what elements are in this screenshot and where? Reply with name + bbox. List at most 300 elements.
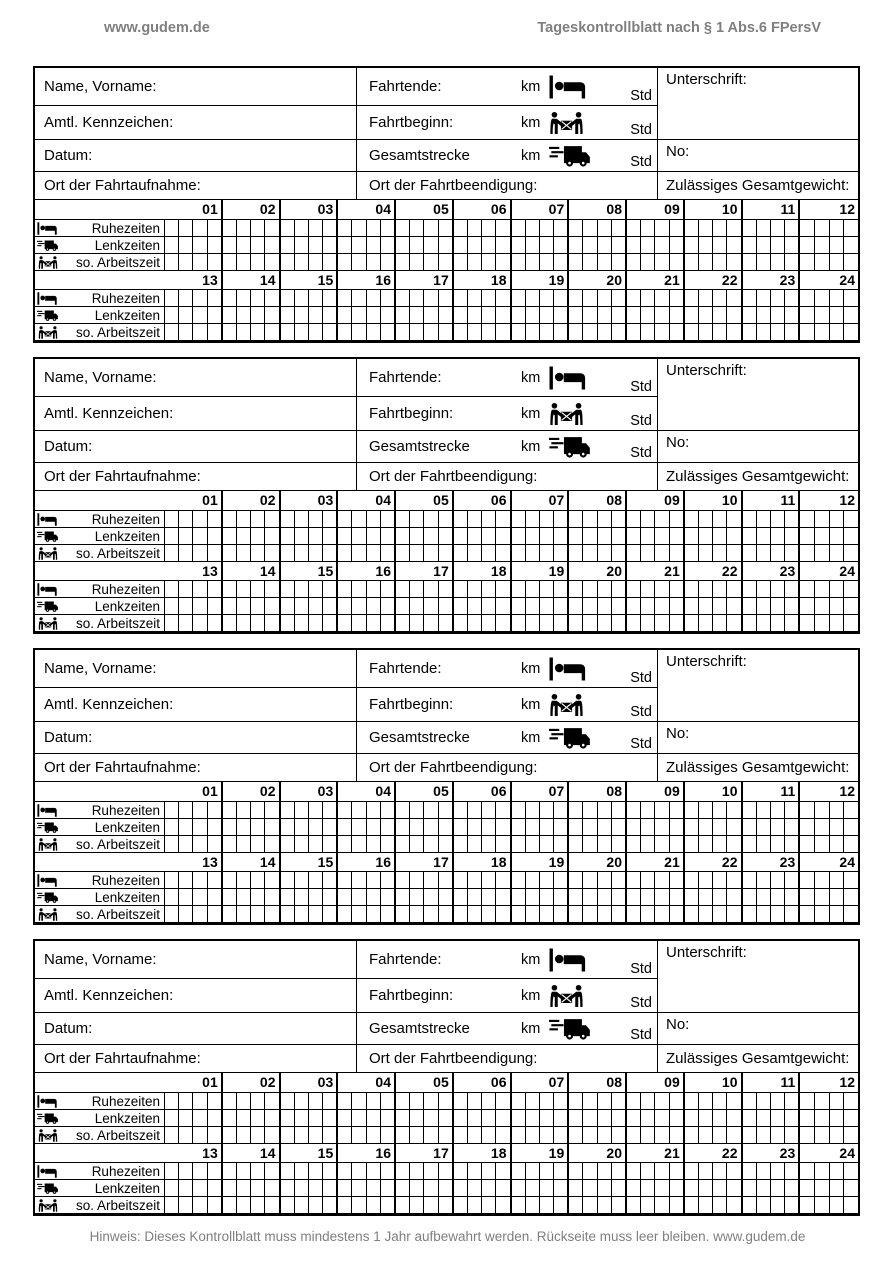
- quarter-hour-cell[interactable]: [627, 290, 641, 306]
- quarter-hour-cell[interactable]: [757, 836, 771, 852]
- quarter-hour-cell[interactable]: [179, 237, 193, 253]
- quarter-hour-cell[interactable]: [670, 598, 683, 614]
- quarter-hour-cell[interactable]: [237, 802, 251, 818]
- quarter-hour-cell[interactable]: [323, 290, 336, 306]
- quarter-hour-cell[interactable]: [482, 906, 496, 922]
- quarter-hour-cell[interactable]: [540, 1110, 554, 1126]
- quarter-hour-cell[interactable]: [540, 1180, 554, 1196]
- quarter-hour-cell[interactable]: [844, 324, 858, 340]
- quarter-hour-cell[interactable]: [757, 1093, 771, 1109]
- quarter-hour-cell[interactable]: [381, 581, 394, 597]
- quarter-hour-cell[interactable]: [655, 511, 669, 527]
- quarter-hour-cell[interactable]: [381, 290, 394, 306]
- quarter-hour-cell[interactable]: [165, 220, 179, 236]
- quarter-hour-cell[interactable]: [540, 802, 554, 818]
- quarter-hour-cell[interactable]: [830, 1197, 845, 1213]
- quarter-hour-cell[interactable]: [512, 1163, 526, 1179]
- quarter-hour-cell[interactable]: [598, 545, 612, 561]
- quarter-hour-cell[interactable]: [540, 545, 554, 561]
- quarter-hour-cell[interactable]: [338, 802, 352, 818]
- quarter-hour-cell[interactable]: [410, 237, 424, 253]
- quarter-hour-cell[interactable]: [454, 254, 468, 270]
- quarter-hour-cell[interactable]: [193, 290, 207, 306]
- quarter-hour-cell[interactable]: [281, 889, 295, 905]
- quarter-hour-cell[interactable]: [699, 906, 713, 922]
- quarter-hour-cell[interactable]: [208, 290, 221, 306]
- quarter-hour-cell[interactable]: [496, 1093, 509, 1109]
- quarter-hour-cell[interactable]: [612, 528, 625, 544]
- quarter-hour-cell[interactable]: [454, 307, 468, 323]
- quarter-hour-cell[interactable]: [757, 615, 771, 631]
- quarter-hour-cell[interactable]: [713, 324, 727, 340]
- quarter-hour-cell[interactable]: [526, 819, 540, 835]
- quarter-hour-cell[interactable]: [424, 836, 438, 852]
- quarter-hour-cell[interactable]: [165, 1093, 179, 1109]
- quarter-hour-cell[interactable]: [713, 220, 727, 236]
- quarter-hour-cell[interactable]: [381, 528, 394, 544]
- quarter-hour-cell[interactable]: [612, 307, 625, 323]
- quarter-hour-cell[interactable]: [223, 511, 237, 527]
- quarter-hour-cell[interactable]: [338, 836, 352, 852]
- quarter-hour-cell[interactable]: [583, 1197, 597, 1213]
- quarter-hour-cell[interactable]: [295, 290, 309, 306]
- quarter-hour-cell[interactable]: [381, 819, 394, 835]
- quarter-hour-cell[interactable]: [323, 581, 336, 597]
- quarter-hour-cell[interactable]: [468, 254, 482, 270]
- quarter-hour-cell[interactable]: [352, 802, 366, 818]
- quarter-hour-cell[interactable]: [800, 1093, 815, 1109]
- quarter-hour-cell[interactable]: [323, 237, 336, 253]
- quarter-hour-cell[interactable]: [757, 802, 771, 818]
- quarter-hour-cell[interactable]: [468, 802, 482, 818]
- quarter-hour-cell[interactable]: [323, 545, 336, 561]
- quarter-hour-cell[interactable]: [208, 545, 221, 561]
- quarter-hour-cell[interactable]: [281, 545, 295, 561]
- quarter-hour-cell[interactable]: [627, 802, 641, 818]
- quarter-hour-cell[interactable]: [670, 872, 683, 888]
- quarter-hour-cell[interactable]: [757, 906, 771, 922]
- quarter-hour-cell[interactable]: [424, 1197, 438, 1213]
- quarter-hour-cell[interactable]: [381, 307, 394, 323]
- quarter-hour-cell[interactable]: [193, 872, 207, 888]
- quarter-hour-cell[interactable]: [844, 1110, 858, 1126]
- quarter-hour-cell[interactable]: [208, 1110, 221, 1126]
- quarter-hour-cell[interactable]: [237, 872, 251, 888]
- quarter-hour-cell[interactable]: [540, 528, 554, 544]
- quarter-hour-cell[interactable]: [223, 254, 237, 270]
- quarter-hour-cell[interactable]: [569, 290, 583, 306]
- quarter-hour-cell[interactable]: [526, 254, 540, 270]
- quarter-hour-cell[interactable]: [554, 581, 567, 597]
- quarter-hour-cell[interactable]: [338, 1127, 352, 1143]
- quarter-hour-cell[interactable]: [323, 889, 336, 905]
- quarter-hour-cell[interactable]: [468, 1163, 482, 1179]
- quarter-hour-cell[interactable]: [309, 906, 323, 922]
- quarter-hour-cell[interactable]: [193, 819, 207, 835]
- quarter-hour-cell[interactable]: [281, 906, 295, 922]
- quarter-hour-cell[interactable]: [699, 802, 713, 818]
- quarter-hour-cell[interactable]: [193, 307, 207, 323]
- quarter-hour-cell[interactable]: [295, 802, 309, 818]
- quarter-hour-cell[interactable]: [410, 819, 424, 835]
- quarter-hour-cell[interactable]: [757, 545, 771, 561]
- quarter-hour-cell[interactable]: [367, 598, 381, 614]
- quarter-hour-cell[interactable]: [265, 1127, 278, 1143]
- quarter-hour-cell[interactable]: [785, 615, 798, 631]
- quarter-hour-cell[interactable]: [685, 819, 699, 835]
- quarter-hour-cell[interactable]: [830, 511, 845, 527]
- quarter-hour-cell[interactable]: [265, 802, 278, 818]
- quarter-hour-cell[interactable]: [569, 220, 583, 236]
- quarter-hour-cell[interactable]: [338, 1163, 352, 1179]
- quarter-hour-cell[interactable]: [179, 545, 193, 561]
- quarter-hour-cell[interactable]: [612, 836, 625, 852]
- quarter-hour-cell[interactable]: [670, 545, 683, 561]
- quarter-hour-cell[interactable]: [727, 528, 740, 544]
- quarter-hour-cell[interactable]: [771, 511, 785, 527]
- quarter-hour-cell[interactable]: [179, 290, 193, 306]
- quarter-hour-cell[interactable]: [526, 889, 540, 905]
- quarter-hour-cell[interactable]: [699, 889, 713, 905]
- quarter-hour-cell[interactable]: [309, 528, 323, 544]
- quarter-hour-cell[interactable]: [554, 889, 567, 905]
- quarter-hour-cell[interactable]: [670, 819, 683, 835]
- quarter-hour-cell[interactable]: [179, 1197, 193, 1213]
- quarter-hour-cell[interactable]: [309, 836, 323, 852]
- quarter-hour-cell[interactable]: [410, 307, 424, 323]
- quarter-hour-cell[interactable]: [540, 1093, 554, 1109]
- quarter-hour-cell[interactable]: [641, 1093, 655, 1109]
- quarter-hour-cell[interactable]: [512, 324, 526, 340]
- quarter-hour-cell[interactable]: [424, 802, 438, 818]
- quarter-hour-cell[interactable]: [569, 1110, 583, 1126]
- quarter-hour-cell[interactable]: [396, 581, 410, 597]
- quarter-hour-cell[interactable]: [844, 511, 858, 527]
- quarter-hour-cell[interactable]: [844, 237, 858, 253]
- quarter-hour-cell[interactable]: [295, 1163, 309, 1179]
- quarter-hour-cell[interactable]: [757, 1110, 771, 1126]
- quarter-hour-cell[interactable]: [367, 581, 381, 597]
- quarter-hour-cell[interactable]: [554, 802, 567, 818]
- quarter-hour-cell[interactable]: [699, 872, 713, 888]
- quarter-hour-cell[interactable]: [612, 1127, 625, 1143]
- quarter-hour-cell[interactable]: [844, 802, 858, 818]
- quarter-hour-cell[interactable]: [482, 545, 496, 561]
- quarter-hour-cell[interactable]: [281, 872, 295, 888]
- quarter-hour-cell[interactable]: [713, 889, 727, 905]
- quarter-hour-cell[interactable]: [281, 1197, 295, 1213]
- quarter-hour-cell[interactable]: [468, 906, 482, 922]
- quarter-hour-cell[interactable]: [496, 802, 509, 818]
- quarter-hour-cell[interactable]: [454, 581, 468, 597]
- quarter-hour-cell[interactable]: [757, 819, 771, 835]
- quarter-hour-cell[interactable]: [367, 889, 381, 905]
- quarter-hour-cell[interactable]: [583, 1163, 597, 1179]
- quarter-hour-cell[interactable]: [496, 872, 509, 888]
- quarter-hour-cell[interactable]: [410, 290, 424, 306]
- quarter-hour-cell[interactable]: [627, 819, 641, 835]
- quarter-hour-cell[interactable]: [685, 889, 699, 905]
- quarter-hour-cell[interactable]: [309, 1163, 323, 1179]
- quarter-hour-cell[interactable]: [454, 889, 468, 905]
- quarter-hour-cell[interactable]: [512, 307, 526, 323]
- quarter-hour-cell[interactable]: [454, 1093, 468, 1109]
- quarter-hour-cell[interactable]: [815, 1093, 830, 1109]
- quarter-hour-cell[interactable]: [757, 254, 771, 270]
- quarter-hour-cell[interactable]: [815, 802, 830, 818]
- quarter-hour-cell[interactable]: [785, 836, 798, 852]
- quarter-hour-cell[interactable]: [526, 802, 540, 818]
- quarter-hour-cell[interactable]: [496, 545, 509, 561]
- quarter-hour-cell[interactable]: [352, 615, 366, 631]
- quarter-hour-cell[interactable]: [641, 598, 655, 614]
- quarter-hour-cell[interactable]: [454, 1110, 468, 1126]
- quarter-hour-cell[interactable]: [265, 528, 278, 544]
- quarter-hour-cell[interactable]: [815, 511, 830, 527]
- quarter-hour-cell[interactable]: [468, 511, 482, 527]
- quarter-hour-cell[interactable]: [771, 802, 785, 818]
- quarter-hour-cell[interactable]: [685, 307, 699, 323]
- quarter-hour-cell[interactable]: [727, 1110, 740, 1126]
- quarter-hour-cell[interactable]: [540, 307, 554, 323]
- quarter-hour-cell[interactable]: [251, 528, 265, 544]
- quarter-hour-cell[interactable]: [454, 324, 468, 340]
- quarter-hour-cell[interactable]: [771, 1127, 785, 1143]
- quarter-hour-cell[interactable]: [540, 1197, 554, 1213]
- quarter-hour-cell[interactable]: [309, 220, 323, 236]
- quarter-hour-cell[interactable]: [771, 220, 785, 236]
- quarter-hour-cell[interactable]: [281, 324, 295, 340]
- quarter-hour-cell[interactable]: [641, 1127, 655, 1143]
- quarter-hour-cell[interactable]: [251, 906, 265, 922]
- quarter-hour-cell[interactable]: [757, 598, 771, 614]
- quarter-hour-cell[interactable]: [323, 528, 336, 544]
- quarter-hour-cell[interactable]: [699, 1110, 713, 1126]
- quarter-hour-cell[interactable]: [281, 598, 295, 614]
- quarter-hour-cell[interactable]: [454, 1197, 468, 1213]
- quarter-hour-cell[interactable]: [670, 1093, 683, 1109]
- quarter-hour-cell[interactable]: [670, 511, 683, 527]
- quarter-hour-cell[interactable]: [179, 1180, 193, 1196]
- quarter-hour-cell[interactable]: [554, 324, 567, 340]
- quarter-hour-cell[interactable]: [569, 1197, 583, 1213]
- quarter-hour-cell[interactable]: [670, 528, 683, 544]
- quarter-hour-cell[interactable]: [251, 1093, 265, 1109]
- quarter-hour-cell[interactable]: [569, 906, 583, 922]
- quarter-hour-cell[interactable]: [526, 511, 540, 527]
- quarter-hour-cell[interactable]: [583, 220, 597, 236]
- quarter-hour-cell[interactable]: [237, 1180, 251, 1196]
- quarter-hour-cell[interactable]: [352, 290, 366, 306]
- quarter-hour-cell[interactable]: [569, 889, 583, 905]
- quarter-hour-cell[interactable]: [670, 906, 683, 922]
- quarter-hour-cell[interactable]: [785, 889, 798, 905]
- quarter-hour-cell[interactable]: [251, 581, 265, 597]
- quarter-hour-cell[interactable]: [612, 1163, 625, 1179]
- quarter-hour-cell[interactable]: [830, 220, 845, 236]
- quarter-hour-cell[interactable]: [685, 836, 699, 852]
- quarter-hour-cell[interactable]: [800, 324, 815, 340]
- quarter-hour-cell[interactable]: [598, 598, 612, 614]
- quarter-hour-cell[interactable]: [265, 819, 278, 835]
- quarter-hour-cell[interactable]: [381, 1163, 394, 1179]
- quarter-hour-cell[interactable]: [699, 290, 713, 306]
- quarter-hour-cell[interactable]: [454, 906, 468, 922]
- quarter-hour-cell[interactable]: [815, 615, 830, 631]
- quarter-hour-cell[interactable]: [655, 1093, 669, 1109]
- quarter-hour-cell[interactable]: [583, 836, 597, 852]
- quarter-hour-cell[interactable]: [830, 581, 845, 597]
- quarter-hour-cell[interactable]: [468, 528, 482, 544]
- quarter-hour-cell[interactable]: [424, 906, 438, 922]
- quarter-hour-cell[interactable]: [554, 598, 567, 614]
- quarter-hour-cell[interactable]: [743, 819, 757, 835]
- quarter-hour-cell[interactable]: [800, 290, 815, 306]
- quarter-hour-cell[interactable]: [223, 1127, 237, 1143]
- quarter-hour-cell[interactable]: [583, 528, 597, 544]
- quarter-hour-cell[interactable]: [598, 581, 612, 597]
- quarter-hour-cell[interactable]: [439, 307, 452, 323]
- quarter-hour-cell[interactable]: [309, 802, 323, 818]
- quarter-hour-cell[interactable]: [237, 511, 251, 527]
- quarter-hour-cell[interactable]: [367, 836, 381, 852]
- quarter-hour-cell[interactable]: [367, 307, 381, 323]
- quarter-hour-cell[interactable]: [381, 324, 394, 340]
- quarter-hour-cell[interactable]: [323, 819, 336, 835]
- quarter-hour-cell[interactable]: [526, 872, 540, 888]
- quarter-hour-cell[interactable]: [352, 307, 366, 323]
- quarter-hour-cell[interactable]: [454, 836, 468, 852]
- quarter-hour-cell[interactable]: [281, 836, 295, 852]
- quarter-hour-cell[interactable]: [352, 581, 366, 597]
- quarter-hour-cell[interactable]: [655, 528, 669, 544]
- quarter-hour-cell[interactable]: [699, 254, 713, 270]
- quarter-hour-cell[interactable]: [237, 889, 251, 905]
- quarter-hour-cell[interactable]: [800, 836, 815, 852]
- quarter-hour-cell[interactable]: [381, 598, 394, 614]
- quarter-hour-cell[interactable]: [627, 889, 641, 905]
- quarter-hour-cell[interactable]: [727, 511, 740, 527]
- quarter-hour-cell[interactable]: [713, 1127, 727, 1143]
- quarter-hour-cell[interactable]: [468, 836, 482, 852]
- quarter-hour-cell[interactable]: [540, 511, 554, 527]
- quarter-hour-cell[interactable]: [627, 1110, 641, 1126]
- quarter-hour-cell[interactable]: [598, 290, 612, 306]
- quarter-hour-cell[interactable]: [583, 1093, 597, 1109]
- quarter-hour-cell[interactable]: [583, 1110, 597, 1126]
- quarter-hour-cell[interactable]: [338, 1110, 352, 1126]
- quarter-hour-cell[interactable]: [641, 511, 655, 527]
- quarter-hour-cell[interactable]: [598, 819, 612, 835]
- quarter-hour-cell[interactable]: [367, 220, 381, 236]
- quarter-hour-cell[interactable]: [439, 819, 452, 835]
- quarter-hour-cell[interactable]: [223, 324, 237, 340]
- quarter-hour-cell[interactable]: [424, 581, 438, 597]
- quarter-hour-cell[interactable]: [727, 220, 740, 236]
- quarter-hour-cell[interactable]: [554, 1163, 567, 1179]
- quarter-hour-cell[interactable]: [699, 836, 713, 852]
- quarter-hour-cell[interactable]: [627, 1163, 641, 1179]
- quarter-hour-cell[interactable]: [251, 1163, 265, 1179]
- quarter-hour-cell[interactable]: [439, 220, 452, 236]
- quarter-hour-cell[interactable]: [727, 615, 740, 631]
- quarter-hour-cell[interactable]: [670, 254, 683, 270]
- quarter-hour-cell[interactable]: [208, 1093, 221, 1109]
- quarter-hour-cell[interactable]: [641, 1197, 655, 1213]
- quarter-hour-cell[interactable]: [410, 836, 424, 852]
- quarter-hour-cell[interactable]: [223, 290, 237, 306]
- quarter-hour-cell[interactable]: [309, 872, 323, 888]
- quarter-hour-cell[interactable]: [323, 802, 336, 818]
- quarter-hour-cell[interactable]: [583, 254, 597, 270]
- quarter-hour-cell[interactable]: [251, 836, 265, 852]
- quarter-hour-cell[interactable]: [685, 545, 699, 561]
- quarter-hour-cell[interactable]: [439, 1093, 452, 1109]
- quarter-hour-cell[interactable]: [193, 889, 207, 905]
- quarter-hour-cell[interactable]: [627, 615, 641, 631]
- quarter-hour-cell[interactable]: [454, 1163, 468, 1179]
- quarter-hour-cell[interactable]: [496, 220, 509, 236]
- quarter-hour-cell[interactable]: [554, 220, 567, 236]
- quarter-hour-cell[interactable]: [251, 511, 265, 527]
- quarter-hour-cell[interactable]: [800, 802, 815, 818]
- quarter-hour-cell[interactable]: [381, 1127, 394, 1143]
- quarter-hour-cell[interactable]: [685, 254, 699, 270]
- quarter-hour-cell[interactable]: [295, 819, 309, 835]
- quarter-hour-cell[interactable]: [223, 872, 237, 888]
- quarter-hour-cell[interactable]: [396, 1110, 410, 1126]
- quarter-hour-cell[interactable]: [396, 836, 410, 852]
- quarter-hour-cell[interactable]: [785, 1110, 798, 1126]
- quarter-hour-cell[interactable]: [815, 324, 830, 340]
- quarter-hour-cell[interactable]: [526, 1163, 540, 1179]
- quarter-hour-cell[interactable]: [757, 528, 771, 544]
- quarter-hour-cell[interactable]: [655, 1180, 669, 1196]
- quarter-hour-cell[interactable]: [512, 237, 526, 253]
- quarter-hour-cell[interactable]: [496, 254, 509, 270]
- quarter-hour-cell[interactable]: [598, 802, 612, 818]
- quarter-hour-cell[interactable]: [439, 511, 452, 527]
- quarter-hour-cell[interactable]: [757, 1127, 771, 1143]
- quarter-hour-cell[interactable]: [815, 290, 830, 306]
- quarter-hour-cell[interactable]: [251, 872, 265, 888]
- quarter-hour-cell[interactable]: [223, 237, 237, 253]
- quarter-hour-cell[interactable]: [685, 872, 699, 888]
- quarter-hour-cell[interactable]: [612, 545, 625, 561]
- quarter-hour-cell[interactable]: [800, 511, 815, 527]
- quarter-hour-cell[interactable]: [496, 1127, 509, 1143]
- quarter-hour-cell[interactable]: [569, 1093, 583, 1109]
- quarter-hour-cell[interactable]: [583, 511, 597, 527]
- quarter-hour-cell[interactable]: [641, 307, 655, 323]
- quarter-hour-cell[interactable]: [439, 1110, 452, 1126]
- quarter-hour-cell[interactable]: [352, 906, 366, 922]
- quarter-hour-cell[interactable]: [583, 906, 597, 922]
- quarter-hour-cell[interactable]: [381, 802, 394, 818]
- quarter-hour-cell[interactable]: [815, 598, 830, 614]
- quarter-hour-cell[interactable]: [338, 220, 352, 236]
- quarter-hour-cell[interactable]: [193, 906, 207, 922]
- quarter-hour-cell[interactable]: [323, 615, 336, 631]
- quarter-hour-cell[interactable]: [612, 872, 625, 888]
- quarter-hour-cell[interactable]: [785, 1093, 798, 1109]
- quarter-hour-cell[interactable]: [295, 528, 309, 544]
- quarter-hour-cell[interactable]: [540, 1127, 554, 1143]
- quarter-hour-cell[interactable]: [800, 872, 815, 888]
- quarter-hour-cell[interactable]: [251, 237, 265, 253]
- quarter-hour-cell[interactable]: [410, 872, 424, 888]
- quarter-hour-cell[interactable]: [424, 872, 438, 888]
